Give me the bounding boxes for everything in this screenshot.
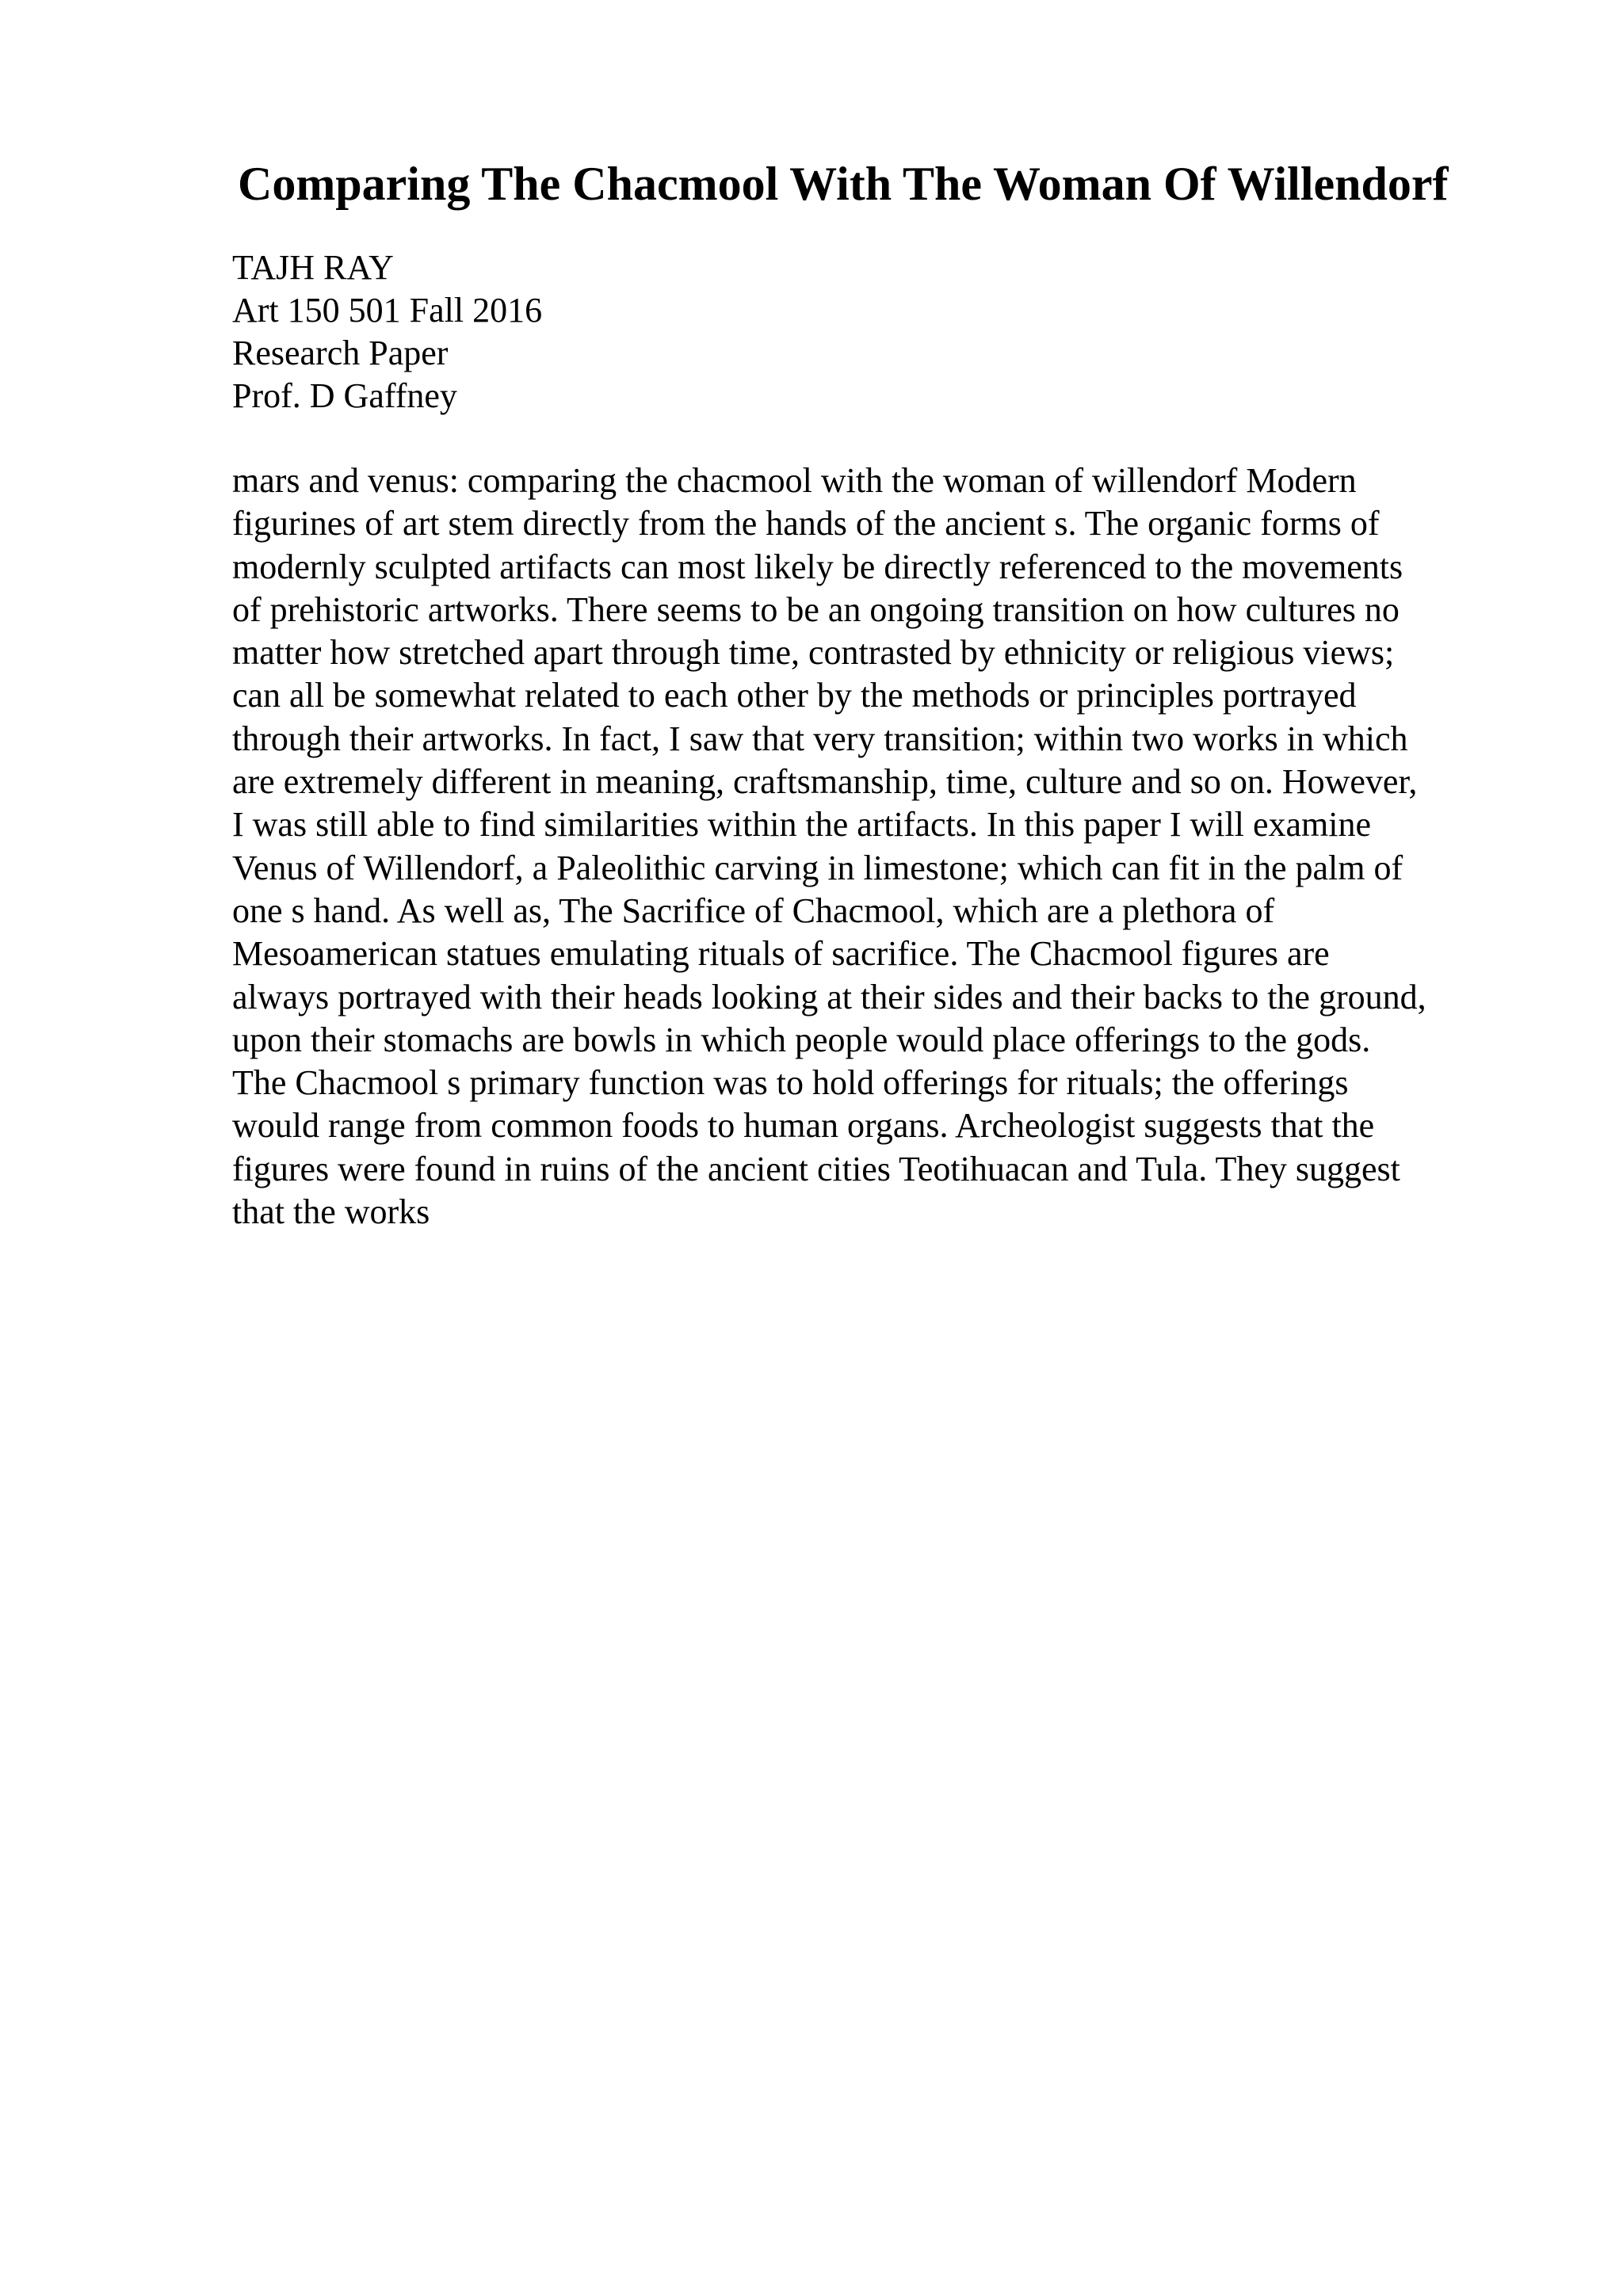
body-line: that the works <box>232 1192 430 1232</box>
document-title: Comparing The Chacmool With The Woman Of Willendorf <box>238 158 1449 210</box>
body-line: Mesoamerican statues emulating rituals of sacrifice. The Chacmool figures are <box>232 934 1330 974</box>
paper-type: Research Paper <box>232 334 449 372</box>
body-line: of prehistoric artworks. There seems to be an ongoing transition on how cultures no <box>232 589 1400 629</box>
body-line: are extremely different in meaning, craftsmanship, time, culture and so on. However, <box>232 762 1418 802</box>
body-line: The Chacmool s primary function was to hold offerings for rituals; the offerings <box>232 1063 1349 1103</box>
author-name: TAJH RAY <box>232 248 394 287</box>
body-line: one s hand. As well as, The Sacrifice of Chacmool, which are a plethora of <box>232 891 1275 930</box>
body-line: I was still able to find similarities within the artifacts. In this paper I will examine <box>232 805 1371 845</box>
body-line: through their artworks. In fact, I saw that very transition; within two works in which <box>232 719 1408 758</box>
body-line: would range from common foods to human organs. Archeologist suggests that the <box>232 1106 1375 1146</box>
course-info: Art 150 501 Fall 2016 <box>232 291 543 330</box>
body-line: matter how stretched apart through time, contrasted by ethnicity or religious views; <box>232 633 1395 673</box>
body-line: figures were found in ruins of the ancient cities Teotihuacan and Tula. They suggest <box>232 1149 1400 1188</box>
body-line: always portrayed with their heads looking at their sides and their backs to the ground, <box>232 977 1426 1016</box>
body-line: figurines of art stem directly from the hands of the ancient s. The organic forms of <box>232 504 1380 543</box>
professor-name: Prof. D Gaffney <box>232 376 457 415</box>
body-line: mars and venus: comparing the chacmool with the woman of willendorf Modern <box>232 461 1357 500</box>
body-text <box>232 460 1516 1234</box>
body-line: upon their stomachs are bowls in which people would place offerings to the gods. <box>232 1020 1371 1059</box>
body-line: can all be somewhat related to each other by the methods or principles portrayed <box>232 676 1357 715</box>
body-line: modernly sculpted artifacts can most likely be directly referenced to the movements <box>232 547 1403 586</box>
document-header <box>232 246 1500 418</box>
body-line: Venus of Willendorf, a Paleolithic carving in limestone; which can fit in the palm of <box>232 848 1403 887</box>
